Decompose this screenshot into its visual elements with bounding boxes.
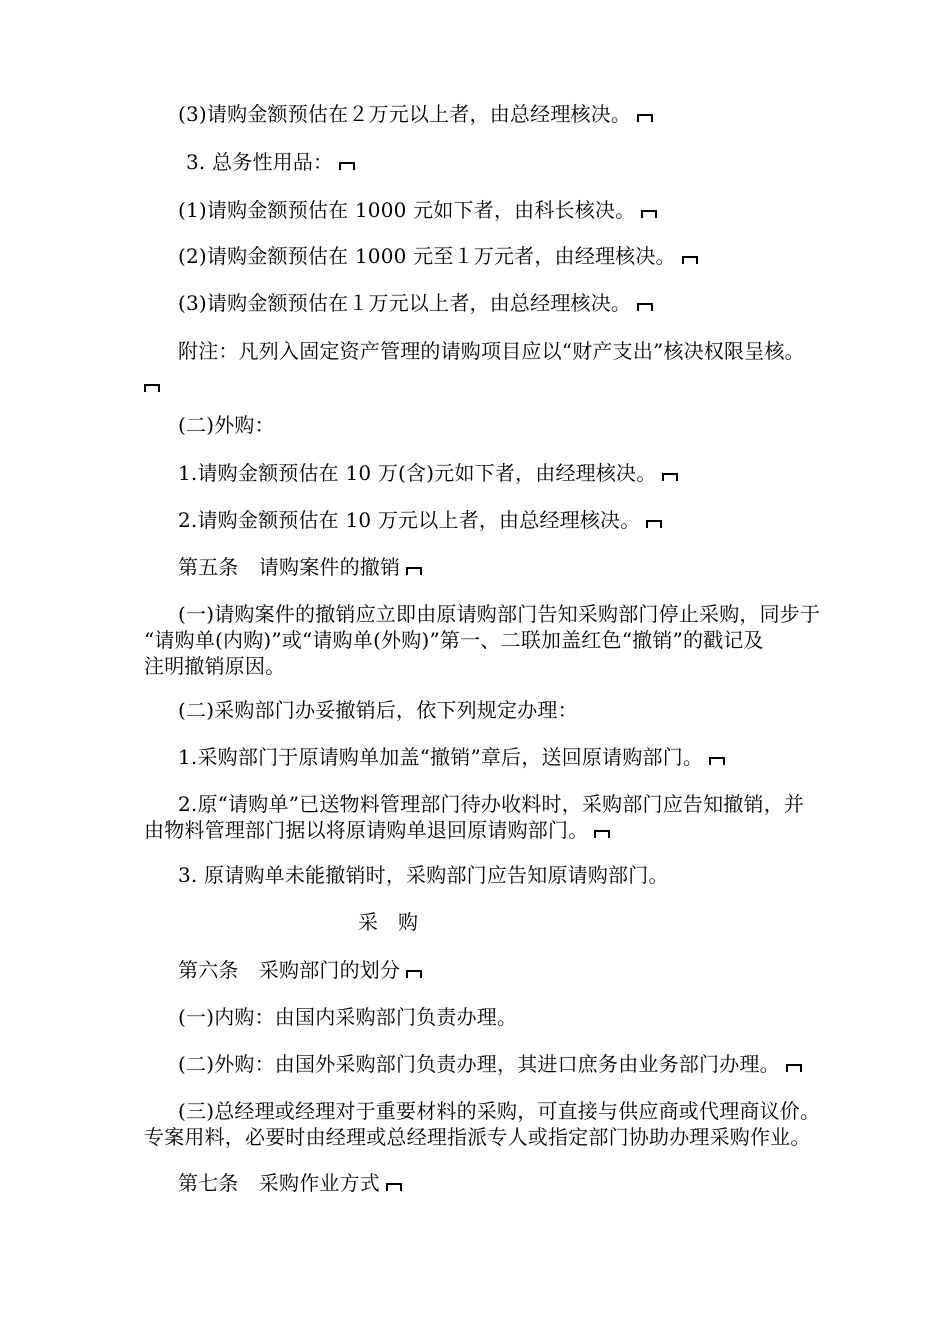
text-line	[178, 506, 662, 534]
line-text: 第七条 采购作业方式	[178, 1171, 380, 1195]
paragraph-mark-icon	[339, 162, 355, 170]
paragraph-mark-icon	[641, 210, 657, 218]
line-text: 3. 总务性用品：	[186, 150, 334, 174]
line-text: 第六条 采购部门的划分	[178, 958, 401, 982]
text-line	[178, 337, 805, 365]
paragraph-mark-icon	[637, 303, 653, 311]
text-line	[178, 790, 804, 818]
text-line	[178, 411, 275, 439]
line-text: (2)请购金额预估在 1000 元至１万元者，由经理核决。	[178, 244, 676, 268]
paragraph-mark-icon	[682, 256, 698, 264]
line-text: (3)请购金额预估在２万元以上者，由总经理核决。	[178, 102, 632, 126]
section-heading	[178, 553, 422, 581]
paragraph-mark-icon	[144, 384, 160, 392]
text-line	[144, 816, 610, 844]
line-text: 专案用料，必要时由经理或总经理指派专人或指定部门协助办理采购作业。	[144, 1125, 811, 1149]
text-line	[144, 1123, 811, 1151]
line-text: (3)请购金额预估在１万元以上者，由总经理核决。	[178, 291, 632, 315]
text-line	[186, 148, 355, 176]
chapter-heading	[358, 908, 438, 936]
line-text: 第五条 请购案件的撤销	[178, 555, 401, 579]
line-text: 1.采购部门于原请购单加盖“撤销”章后，送回原请购部门。	[178, 745, 704, 769]
text-line	[178, 242, 698, 270]
line-text: 1.请购金额预估在 10 万(含)元如下者，由经理核决。	[178, 461, 657, 485]
line-text: 采购	[358, 910, 438, 934]
text-line	[178, 196, 657, 224]
paragraph-mark-icon	[662, 473, 678, 481]
line-text: (三)总经理或经理对于重要材料的采购，可直接与供应商或代理商议价。	[178, 1099, 821, 1123]
line-text: 附注：凡列入固定资产管理的请购项目应以“财产支出”核决权限呈核。	[178, 339, 805, 363]
text-line	[178, 696, 578, 724]
text-line	[144, 626, 764, 654]
text-line	[178, 459, 678, 487]
text-line	[144, 652, 285, 680]
text-line	[178, 743, 725, 771]
section-heading	[178, 1169, 402, 1197]
text-line	[178, 600, 820, 628]
line-text: (1)请购金额预估在 1000 元如下者，由科长核决。	[178, 198, 636, 222]
text-line	[178, 861, 669, 889]
line-text: (一)请购案件的撤销应立即由原请购部门告知采购部门停止采购，同步于	[178, 602, 821, 626]
paragraph-mark-icon	[709, 757, 725, 765]
text-line	[178, 1003, 517, 1031]
line-text: 由物料管理部门据以将原请购单退回原请购部门。	[144, 818, 589, 842]
line-text: 注明撤销原因。	[144, 654, 286, 678]
line-text: 2.请购金额预估在 10 万元以上者，由总经理核决。	[178, 508, 641, 532]
text-line	[178, 1050, 802, 1078]
text-line	[178, 1097, 820, 1125]
line-text: (二)外购：由国外采购部门负责办理，其进口庶务由业务部门办理。	[178, 1052, 780, 1076]
paragraph-mark-icon	[786, 1064, 802, 1072]
line-text: (二)采购部门办妥撤销后，依下列规定办理：	[178, 698, 578, 722]
line-text: 3. 原请购单未能撤销时，采购部门应告知原请购部门。	[178, 863, 669, 887]
paragraph-mark-icon	[646, 520, 662, 528]
line-text: (二)外购：	[178, 413, 275, 437]
paragraph-mark-icon	[406, 567, 422, 575]
text-line	[144, 370, 160, 398]
paragraph-mark-icon	[637, 114, 653, 122]
line-text: (一)内购：由国内采购部门负责办理。	[178, 1005, 518, 1029]
paragraph-mark-icon	[594, 830, 610, 838]
paragraph-mark-icon	[406, 970, 422, 978]
line-text: 2.原“请购单”已送物料管理部门待办收料时，采购部门应告知撤销，并	[178, 792, 805, 816]
paragraph-mark-icon	[386, 1183, 402, 1191]
section-heading	[178, 956, 422, 984]
text-line	[178, 289, 653, 317]
line-text: “请购单(内购)”或“请购单(外购)”第一、二联加盖红色“撤销”的戳记及	[144, 628, 764, 652]
text-line	[178, 100, 653, 128]
